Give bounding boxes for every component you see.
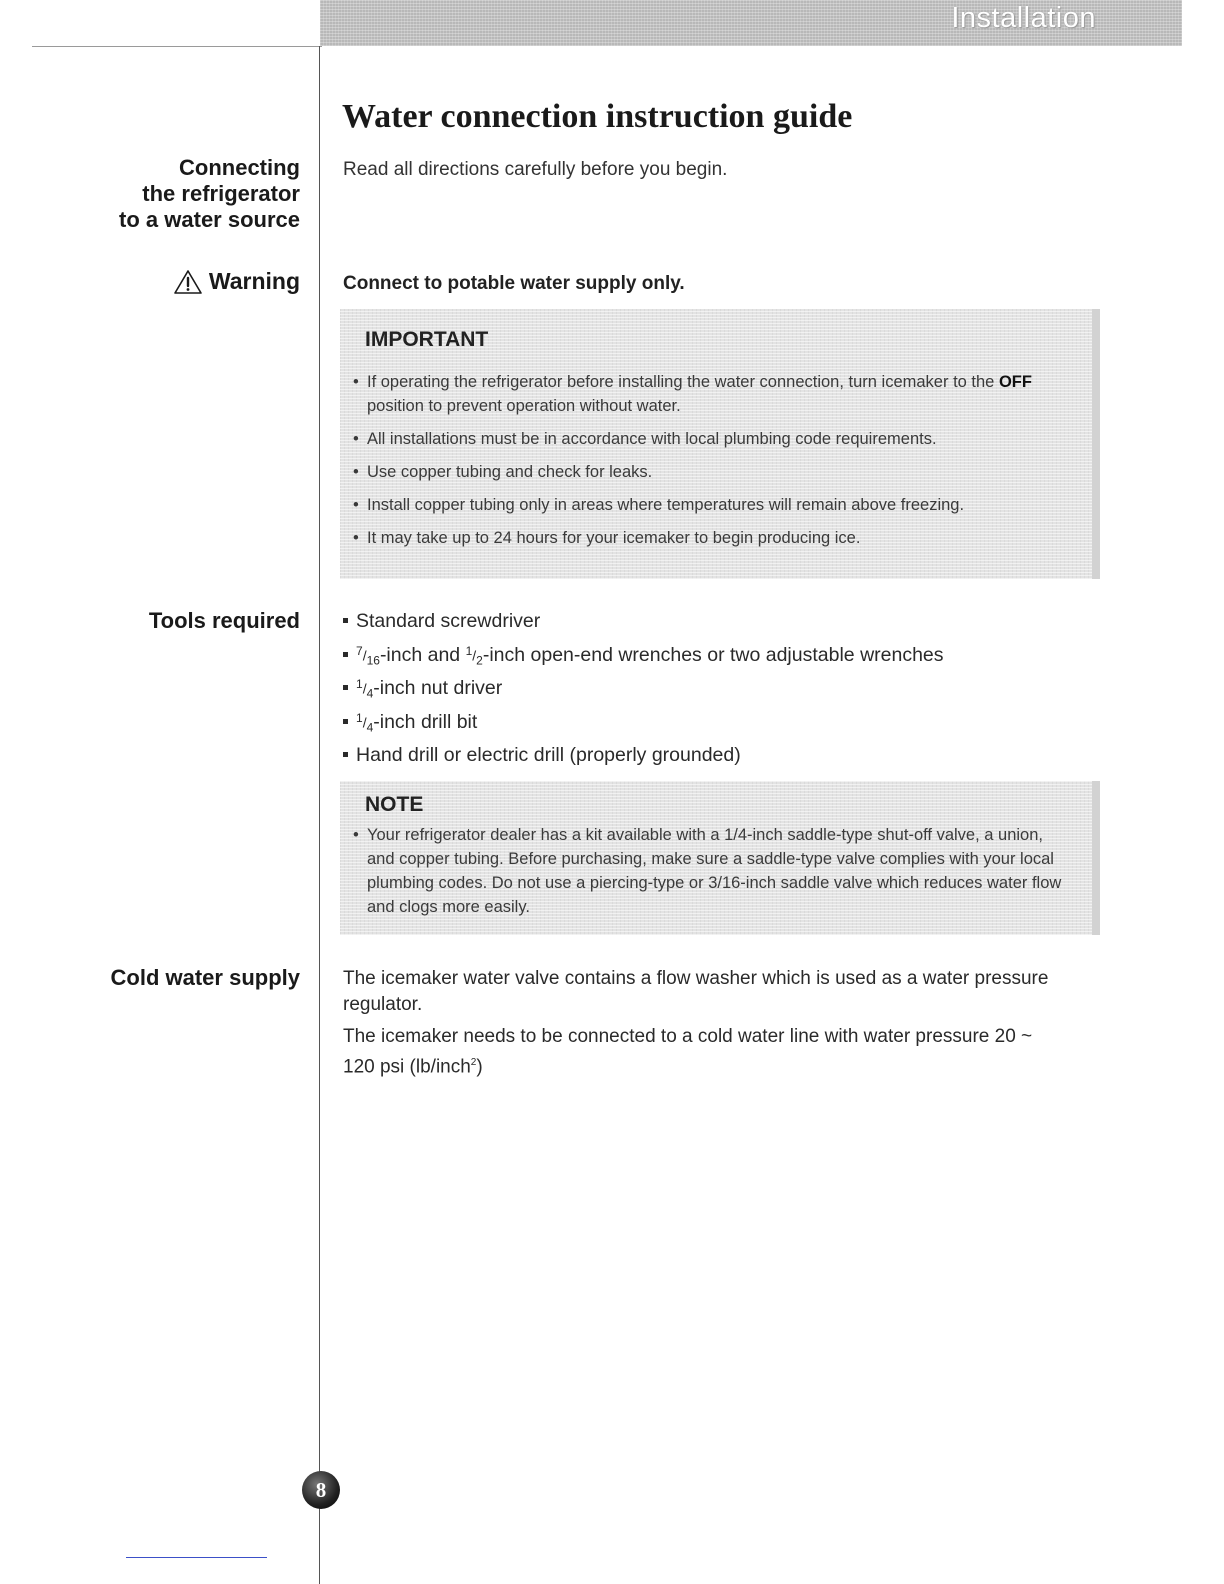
list-item: • Install copper tubing only in areas where temperatures will remain above freezing. — [353, 493, 1073, 517]
note-heading: NOTE — [365, 793, 424, 816]
section-header-band — [320, 0, 1182, 46]
warning-label: Warning — [208, 268, 300, 294]
item-text: -inch drill bit — [373, 710, 478, 733]
page-number-badge — [302, 1471, 340, 1509]
cold-water-section — [343, 966, 1063, 1086]
list-item: • Your refrigerator dealer has a kit available with a 1/4-inch saddle-type shut-off valve, a union, and copper tubing. Before purchasing, make sure a saddle-type valve complies with your local plumbing codes. Do not use a piercing-type or 3/16-inch saddle valve which reduces water flow and clogs more easily. — [353, 823, 1073, 919]
column-divider — [319, 46, 320, 1584]
list-item — [343, 711, 944, 745]
page-number: 8 — [315, 1477, 327, 1502]
important-list — [353, 370, 1073, 559]
heading-cold-water-supply: Cold water supply — [110, 965, 300, 990]
item-text: Standard screwdriver — [356, 610, 541, 632]
page-title: Water connection instruction guide — [342, 98, 853, 135]
bullet-square-icon — [343, 719, 348, 724]
list-item — [343, 677, 944, 711]
fraction: $^1/_4$ — [356, 677, 374, 701]
list-item — [343, 610, 944, 644]
bullet-square-icon — [343, 618, 348, 623]
fraction: $^1/_2$ — [465, 643, 483, 668]
note-box — [340, 781, 1100, 935]
heading-line: to a water source — [119, 207, 300, 232]
tools-list — [343, 610, 944, 778]
heading-line: the refrigerator — [142, 181, 300, 206]
item-text: If operating the refrigerator before installing the water connection, turn icemaker to the — [367, 373, 999, 391]
off-emphasis: OFF — [998, 373, 1032, 391]
header-rule — [32, 46, 322, 47]
item-text: -inch and — [379, 643, 466, 666]
intro-text: Read all directions carefully before you begin. — [343, 159, 728, 180]
item-text: -inch open-end wrenches or two adjustable wrenches — [482, 643, 944, 666]
list-item — [343, 744, 944, 778]
important-heading: IMPORTANT — [365, 328, 489, 351]
footer-link-line — [126, 1557, 267, 1558]
important-box — [340, 309, 1100, 579]
heading-connecting-water-source — [100, 155, 300, 233]
fraction: $^7/_{16}$ — [356, 643, 380, 668]
list-item — [343, 644, 944, 678]
list-item: • Use copper tubing and check for leaks. — [353, 460, 1073, 484]
heading-tools-required: Tools required — [148, 608, 300, 633]
section-title: Installation — [951, 2, 1096, 34]
bullet-square-icon — [343, 652, 348, 657]
note-list — [353, 823, 1073, 928]
bullet-square-icon — [343, 685, 348, 690]
bullet-square-icon — [343, 752, 348, 757]
warning-text: Connect to potable water supply only. — [343, 273, 685, 294]
heading-warning — [173, 268, 300, 295]
list-item — [353, 370, 1073, 418]
item-text: position to prevent operation without water. — [367, 397, 681, 415]
warning-triangle-icon — [173, 269, 203, 295]
list-item: • It may take up to 24 hours for your icemaker to begin producing ice. — [353, 526, 1073, 550]
fraction: $^1/_4$ — [356, 710, 374, 735]
item-text: Hand drill or electric drill (properly grounded) — [356, 744, 741, 766]
paragraph — [343, 1024, 1063, 1080]
heading-line: Connecting — [179, 155, 300, 180]
paragraph: The icemaker water valve contains a flow washer which is used as a water pressure regulator. — [343, 968, 1049, 1015]
item-text: The icemaker needs to be connected to a cold water line with water pressure 20 ~ 120 psi (lb/inch — [343, 1026, 1033, 1078]
item-text: ) — [476, 1056, 483, 1078]
superscript: 2 — [470, 1057, 477, 1068]
item-text: -inch nut driver — [373, 677, 503, 699]
list-item: • All installations must be in accordance with local plumbing code requirements. — [353, 427, 1073, 451]
